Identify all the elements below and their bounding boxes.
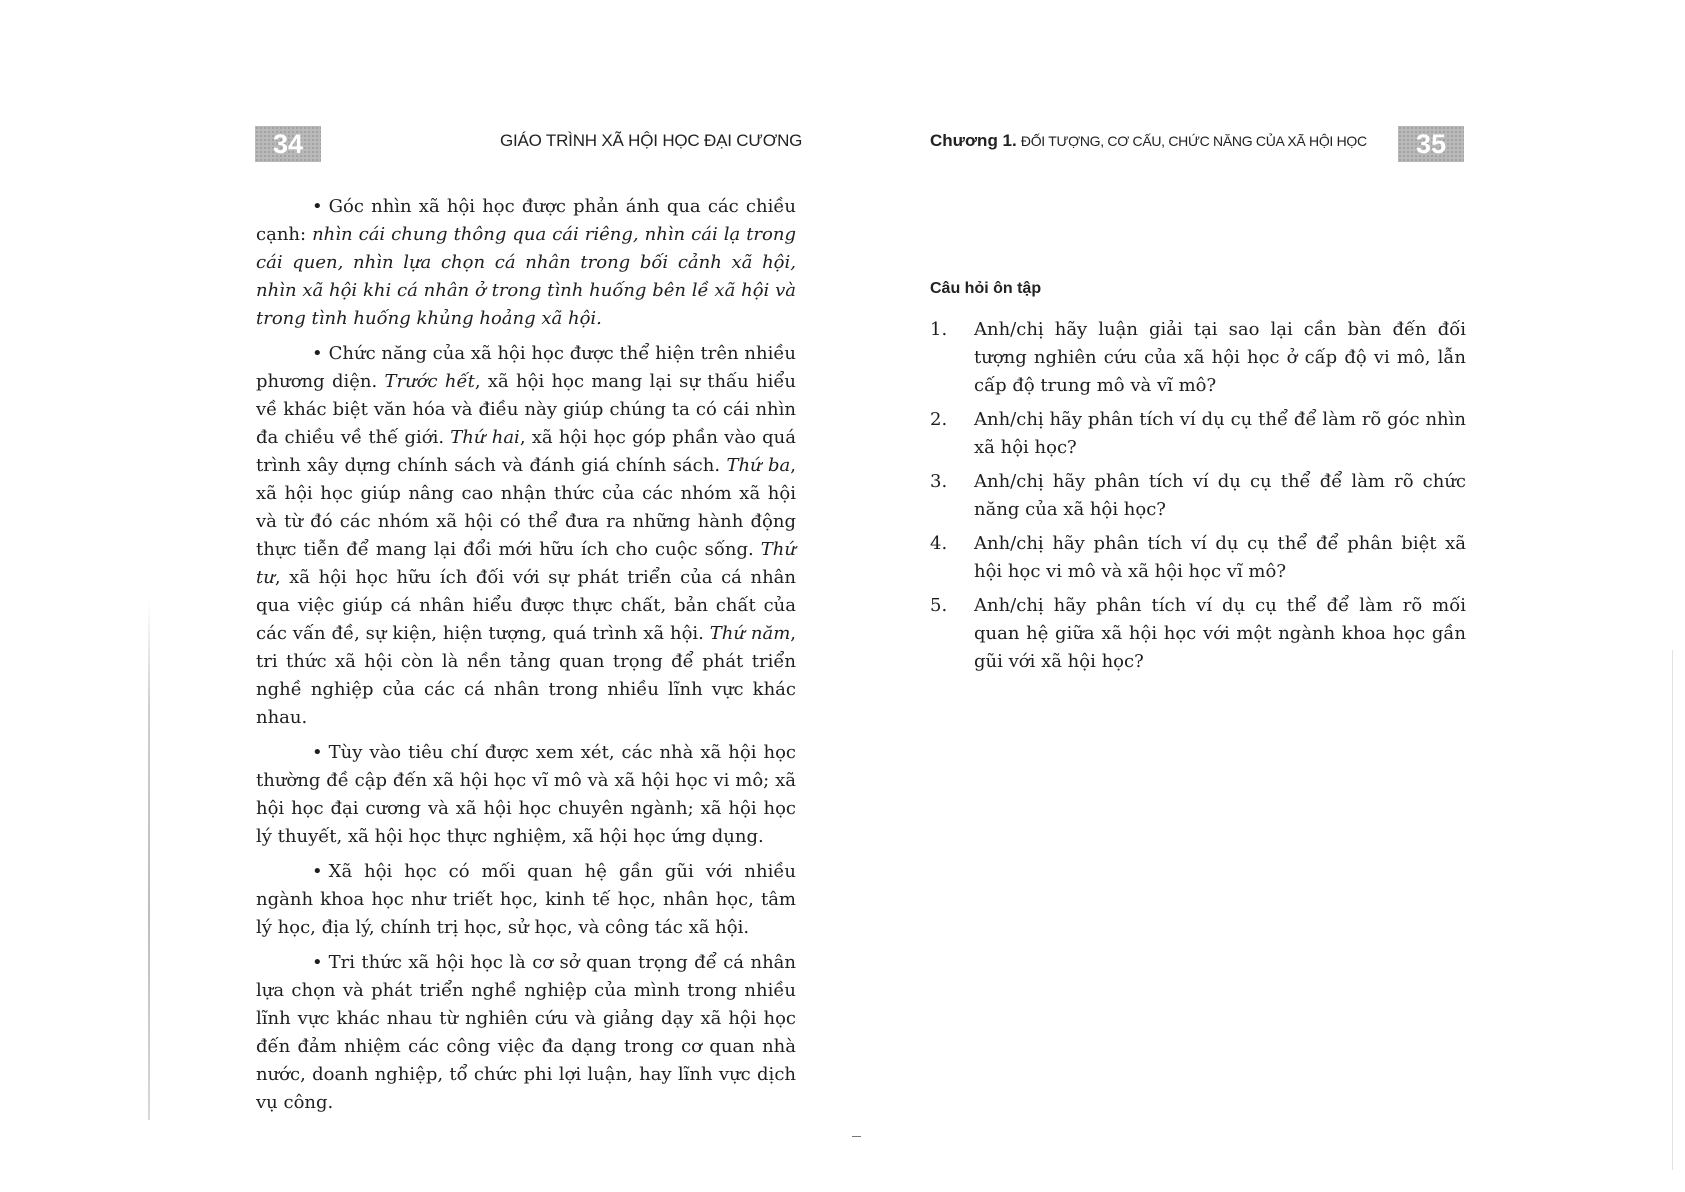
italic-text: Thứ tư [256, 539, 796, 588]
bullet-icon: • [312, 343, 323, 364]
page-number-left: 34 [255, 126, 321, 162]
italic-text: Thứ hai [450, 427, 520, 448]
paragraph-text: , xã hội học mang lại sự thấu hiểu về khác biệt văn hóa và điều này giúp chúng ta có cái nhìn đa chiều về thế giới. [256, 371, 796, 448]
review-question [930, 530, 1466, 586]
page-number-right: 35 [1398, 126, 1464, 162]
scan-edge-shadow [1672, 650, 1673, 1170]
summary-paragraph [256, 193, 796, 333]
summary-paragraph [256, 340, 796, 732]
paragraph-text: Tri thức xã hội học là cơ sở quan trọng để cá nhân lựa chọn và phát triển nghề nghiệp của mình trong nhiều lĩnh vực khác nhau từ nghiên cứu và giảng dạy xã hội học đến đảm nhiệm các công việc đa dạng trong cơ quan nhà nước, doanh nghiệp, tổ chức phi lợi luận, hay lĩnh vực dịch vụ công. [256, 952, 796, 1113]
bullet-icon: • [312, 742, 323, 763]
summary-body-text [256, 193, 796, 1124]
question-text: Anh/chị hãy phân tích ví dụ cụ thể để làm rõ chức năng của xã hội học? [974, 471, 1466, 520]
left-page [0, 0, 842, 1192]
paragraph-text: Tùy vào tiêu chí được xem xét, các nhà xã hội học thường đề cập đến xã hội học vĩ mô và xã hội học vi mô; xã hội học đại cương và xã hội học chuyên ngành; xã hội học lý thuyết, xã hội học thực nghiệm, xã hội học ứng dụng. [256, 742, 796, 847]
review-question [930, 406, 1466, 462]
review-question [930, 468, 1466, 524]
question-number: 2. [930, 409, 948, 430]
bullet-icon: • [312, 861, 323, 882]
question-number: 4. [930, 533, 948, 554]
review-question [930, 592, 1466, 676]
question-text: Anh/chị hãy luận giải tại sao lại cần bàn đến đối tượng nghiên cứu của xã hội học ở cấp độ vi mô, lẫn cấp độ trung mô và vĩ mô? [974, 319, 1466, 396]
summary-paragraph [256, 858, 796, 942]
question-text: Anh/chị hãy phân tích ví dụ cụ thể để phân biệt xã hội học vi mô và xã hội học vĩ mô? [974, 533, 1466, 582]
paragraph-text: , xã hội học hữu ích đối với sự phát triển của cá nhân qua việc giúp cá nhân hiểu được thực chất, bản chất của các vấn đề, sự kiện, hiện tượng, quá trình xã hội. [256, 567, 796, 644]
summary-paragraph [256, 739, 796, 851]
running-head-book-title: GIÁO TRÌNH XÃ HỘI HỌC ĐẠI CƯƠNG [500, 131, 803, 150]
right-page [842, 0, 1685, 1192]
center-mark [852, 1136, 861, 1137]
question-number: 1. [930, 319, 948, 340]
review-questions-section [930, 280, 1466, 682]
paragraph-text: Xã hội học có mối quan hệ gần gũi với nhiều ngành khoa học như triết học, kinh tế học, nhân học, tâm lý học, địa lý, chính trị học, sử học, và công tác xã hội. [256, 861, 796, 938]
summary-paragraph [256, 949, 796, 1117]
paragraph-text: , tri thức xã hội còn là nền tảng quan trọng để phát triển nghề nghiệp của các cá nhân trong nhiều lĩnh vực khác nhau. [256, 623, 796, 728]
review-heading: Câu hỏi ôn tập [930, 280, 1042, 297]
question-number: 5. [930, 595, 948, 616]
paragraph-text: Chức năng của xã hội học được thể hiện trên nhiều phương diện. [256, 343, 796, 392]
italic-text: nhìn cái chung thông qua cái riêng, nhìn cái lạ trong cái quen, nhìn lựa chọn cá nhân trong bối cảnh xã hội, nhìn xã hội khi cá nhân ở trong tình huống bên lề xã hội và trong tình huống khủng hoảng xã hội. [256, 224, 796, 329]
paragraph-text: , xã hội học giúp nâng cao nhận thức của các nhóm xã hội và từ đó các nhóm xã hội có thể đưa ra những hành động thực tiễn để mang lại đổi mới hữu ích cho cuộc sống. [256, 455, 796, 560]
question-text: Anh/chị hãy phân tích ví dụ cụ thể để làm rõ mối quan hệ giữa xã hội học với một ngành khoa học gần gũi với xã hội học? [974, 595, 1466, 672]
question-list [930, 316, 1466, 676]
italic-text: Thứ năm [709, 623, 791, 644]
bullet-icon: • [312, 952, 323, 973]
chapter-title: ĐỐI TƯỢNG, CƠ CẤU, CHỨC NĂNG CỦA XÃ HỘI HỌC [1020, 133, 1367, 149]
italic-text: Trước hết [384, 371, 475, 392]
question-text: Anh/chị hãy phân tích ví dụ cụ thể để làm rõ góc nhìn xã hội học? [974, 409, 1466, 458]
scan-gutter-shadow [148, 600, 150, 1120]
bullet-icon: • [312, 196, 323, 217]
paragraph-text: Góc nhìn xã hội học được phản ánh qua các chiều cạnh: [256, 196, 796, 245]
paragraph-text: , xã hội học góp phần vào quá trình xây dựng chính sách và đánh giá chính sách. [256, 427, 796, 476]
question-number: 3. [930, 471, 948, 492]
italic-text: Thứ ba [726, 455, 791, 476]
review-question [930, 316, 1466, 400]
running-head-chapter [930, 131, 1367, 151]
chapter-label: Chương 1. [930, 131, 1017, 150]
